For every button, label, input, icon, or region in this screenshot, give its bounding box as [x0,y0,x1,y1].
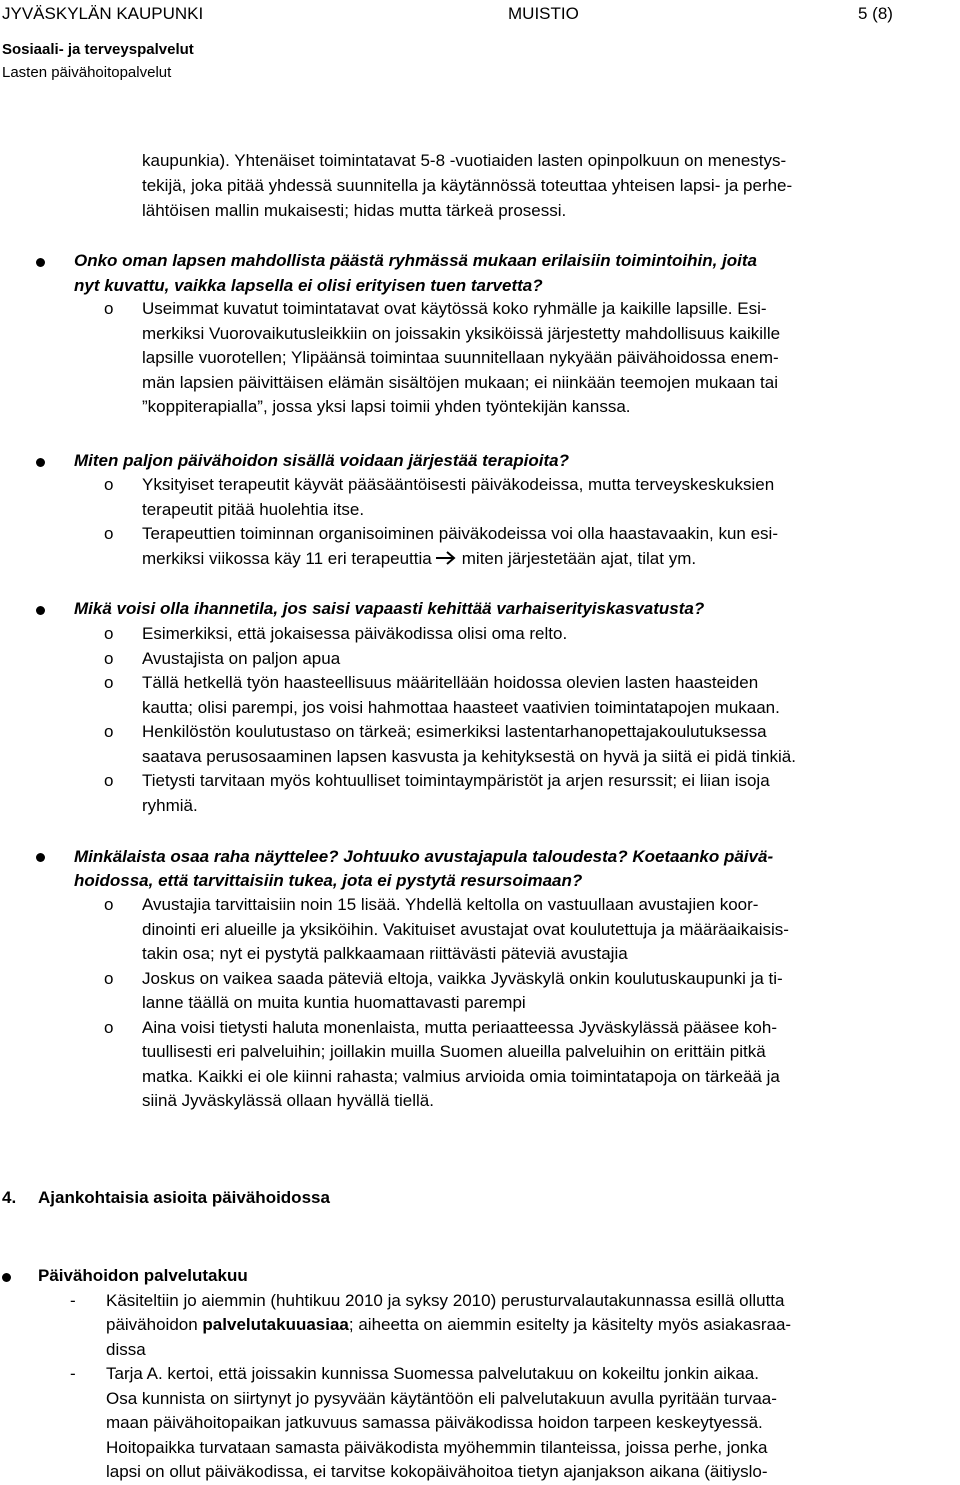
question-line: Miten paljon päivähoidon sisällä voidaan järjestää terapioita? [74,451,570,470]
answer-line: saatava perusosaaminen lapsen kasvusta ja kehityksestä on hyvä ja siitä ei pidä tinkiä. [142,747,796,766]
answer-line-with-arrow [142,547,696,572]
question-line: Minkälaista osaa raha näyttelee? Johtuuko avustajapula taloudesta? Koetaanko päivä- [74,847,774,866]
intro-line: kaupunkia). Yhtenäiset toimintatavat 5-8 -vuotiaiden lasten opinpolkuun on menestys- [142,151,787,170]
section-title: Ajankohtaisia asioita päivähoidossa [38,1188,330,1207]
answer-line: lanne täällä on muita kuntia huomattavasti parempi [142,993,526,1012]
paragraph-line: Osa kunnista on siirtynyt jo pysyvään käytäntöön eli palvelutakuun avulla pyritään turvaa- [106,1389,777,1408]
answer-line: Esimerkiksi, että jokaisessa päiväkodissa olisi oma relto. [142,624,568,643]
paragraph-line: lapsi on ollut päiväkodissa, ei tarvitse kokopäivähoitoa tietyn ajanjakson aikana (äitiyslo- [106,1462,768,1481]
answer-line: kautta; olisi parempi, jos voisi hahmottaa haasteet vaativien toimintatapojen mukaan. [142,698,780,717]
circle-bullet-icon: o [104,624,114,643]
question-line: hoidossa, että tarvittaisiin tukea, jota ei pystytä resursoimaan? [74,871,583,890]
circle-bullet-icon: o [104,299,114,318]
paragraph-emphasis: palvelutakuuasiaa [202,1315,349,1334]
answer-line: terapeutit pitää huolehtia itse. [142,500,365,519]
answer-line: Tällä hetkellä työn haasteellisuus määritellään hoidossa olevien lasten haasteiden [142,673,759,692]
bullet-icon [36,458,45,467]
answer-line: Avustajista on paljon apua [142,649,341,668]
paragraph-text: päivähoidon [106,1315,203,1334]
answer-line: Aina voisi tietysti haluta monenlaista, mutta periaatteessa Jyväskylässä pääsee koh- [142,1018,777,1037]
bullet-icon [36,853,45,862]
header-unit: Lasten päivähoitopalvelut [2,64,172,81]
answer-line: Tietysti tarvitaan myös kohtuulliset toimintaympäristöt ja arjen resurssit; ei liian isoja [142,771,770,790]
circle-bullet-icon: o [104,722,114,741]
circle-bullet-icon: o [104,673,114,692]
bullet-icon [36,606,45,615]
answer-line: siinä Jyväskylässä ollaan hyvällä tiellä. [142,1091,434,1110]
answer-line: Yksityiset terapeutit käyvät pääsääntöisesti päiväkodeissa, mutta terveyskeskuksien [142,475,775,494]
paragraph-line: dissa [106,1340,146,1359]
paragraph-line: Hoitopaikka turvataan samasta päiväkodista myöhemmin tilanteissa, joissa perhe, jonka [106,1438,768,1457]
answer-line: män lapsien päivittäisen elämän sisältöjen mukaan; ei niinkään teemojen mukaan tai [142,373,778,392]
header-department: Sosiaali- ja terveyspalvelut [2,41,194,58]
bullet-icon [2,1273,11,1282]
answer-line: Useimmat kuvatut toimintatavat ovat käytössä koko ryhmälle ja kaikille lapsille. Esi- [142,299,767,318]
header-organization: JYVÄSKYLÄN KAUPUNKI [2,4,204,23]
circle-bullet-icon: o [104,969,114,988]
answer-line: Joskus on vaikea saada päteviä eltoja, vaikka Jyväskylä onkin koulutuskaupunki ja ti- [142,969,783,988]
section-number: 4. [2,1188,17,1207]
paragraph-line: maan päivähoitopaikan jatkuvuus samassa päiväkodissa hoidon tarpeen keskeytyessä. [106,1413,763,1432]
subsection-title: Päivähoidon palvelutakuu [38,1266,248,1285]
dash-icon: - [70,1291,76,1310]
circle-bullet-icon: o [104,1018,114,1037]
circle-bullet-icon: o [104,475,114,494]
circle-bullet-icon: o [104,649,114,668]
bullet-icon [36,258,45,267]
header-document-type: MUISTIO [508,4,579,23]
paragraph-text: ; aiheetta on aiemmin esitelty ja käsitelty myös asiakasraa- [348,1315,792,1334]
answer-line: takin osa; nyt ei pystytä palkkaamaan riittävästi päteviä avustajia [142,944,628,963]
answer-line: dinointi eri alueille ja yksiköihin. Vakituiset avustajat ovat koulutettuja ja määräaikaisis- [142,920,789,939]
circle-bullet-icon: o [104,771,114,790]
answer-line: Terapeuttien toiminnan organisoiminen päiväkodeissa voi olla haastavaakin, kun esi- [142,524,778,543]
question-line: nyt kuvattu, vaikka lapsella ei olisi erityisen tuen tarvetta? [74,276,543,295]
answer-line: ”koppiterapialla”, jossa yksi lapsi toimii yhden työntekijän kanssa. [142,397,631,416]
answer-line: tuullisesti eri palveluihin; joillakin muilla Suomen alueilla palveluihin on erittäin pitkä [142,1042,766,1061]
answer-text: miten järjestetään ajat, tilat ym. [461,549,697,568]
question-line: Mikä voisi olla ihannetila, jos saisi vapaasti kehittää varhaiserityiskasvatusta? [74,599,705,618]
circle-bullet-icon: o [104,895,114,914]
paragraph-line [106,1313,791,1338]
answer-line: merkiksi Vuorovaikutusleikkiin on joissakin yksiköissä järjestetty mahdollisuus kaikille [142,324,781,343]
intro-line: lähtöisen mallin mukaisesti; hidas mutta tärkeä prosessi. [142,201,567,220]
answer-line: Avustajia tarvittaisiin noin 15 lisää. Yhdellä keltolla on vastuullaan avustajien koor- [142,895,759,914]
question-line: Onko oman lapsen mahdollista päästä ryhmässä mukaan erilaisiin toimintoihin, joita [74,251,758,270]
header-page-number: 5 (8) [858,4,893,23]
answer-line: Henkilöstön koulutustaso on tärkeä; esimerkiksi lastentarhanopettajakoulutuksessa [142,722,767,741]
answer-line: lapsille vuorotellen; Ylipäänsä toimintaa suunnitellaan nykyään päivähoidossa enem- [142,348,779,367]
paragraph-line: Tarja A. kertoi, että joissakin kunnissa Suomessa palvelutakuu on kokeiltu jonkin aikaa. [106,1364,759,1383]
intro-line: tekijä, joka pitää yhdessä suunnitella ja käytännössä toteuttaa yhteisen lapsi- ja perhe- [142,176,793,195]
paragraph-line: Käsiteltiin jo aiemmin (huhtikuu 2010 ja syksy 2010) perusturvalautakunnassa esillä ollutta [106,1291,785,1310]
answer-line: matka. Kaikki ei ole kiinni rahasta; valmius arvioida omia toimintatapoja on tärkeää ja [142,1067,780,1086]
circle-bullet-icon: o [104,524,114,543]
arrow-right-icon [434,551,458,565]
answer-line: ryhmiä. [142,796,198,815]
dash-icon: - [70,1364,76,1383]
answer-text: merkiksi viikossa käy 11 eri terapeuttia [142,549,432,568]
